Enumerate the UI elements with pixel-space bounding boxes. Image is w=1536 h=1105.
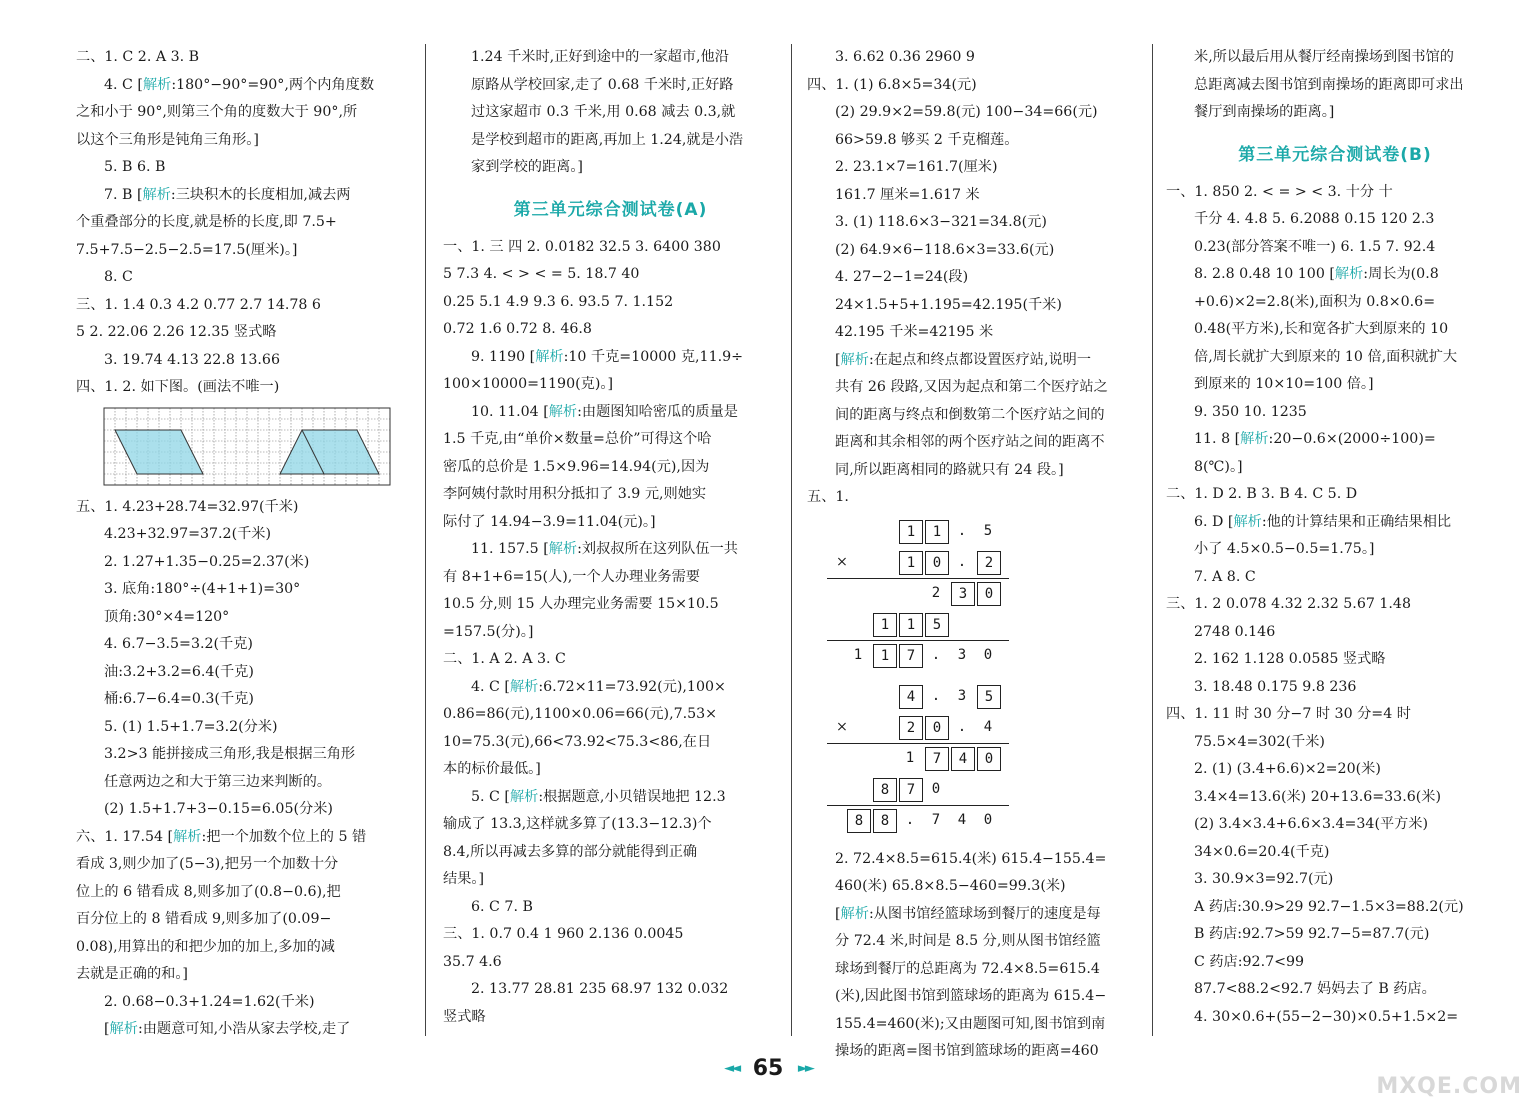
answer-line: 0.48(平方米),长和宽各扩大到原来的 10 [1194,321,1449,337]
answer-line: 161.7 厘米=1.617 米 [835,186,980,203]
answer-line: [解析:从图书馆经篮球场到餐厅的速度是每 [835,905,1101,922]
answer-line: 0.08),用算出的和把少加的加上,多加的减 [76,938,335,955]
vm-digit: . [957,718,967,735]
answer-line: 四、1. 2. 如下图。(画法不唯一) [76,379,280,395]
grid-figure [102,406,414,488]
answer-line: 6. C 7. B [471,898,533,915]
answer-line: 24×1.5+5+1.195=42.195(千米) [835,296,1062,313]
answer-line: 4. 27−2−1=24(段) [835,269,969,285]
answer-line: 155.4=460(米);又由题图可知,图书馆到南 [835,1015,1106,1032]
analysis-tag: 解析 [840,351,869,368]
vm-digit: 1 [853,646,863,663]
vm-digit: 2 [899,716,923,740]
answer-line: 3.2>3 能拼接成三角形,我是根据三角形 [104,746,356,762]
answer-line: 9. 350 10. 1235 [1194,403,1307,420]
answer-line: 输成了 13.3,这样就多算了(13.3−12.3)个 [443,816,712,832]
answer-line: 2. 162 1.128 0.0585 竖式略 [1194,651,1386,667]
answer-line: (2) 64.9×6−118.6×3=33.6(元) [835,241,1055,258]
answer-line: 87.7<88.2<92.7 妈妈去了 B 药店。 [1194,981,1436,997]
vm-row [827,805,1007,836]
answer-line: B 药店:92.7>59 92.7−5=87.7(元) [1194,926,1430,942]
parallelogram-shape [115,430,203,474]
answer-line: (米),因此图书馆到篮球场的距离为 615.4− [835,988,1107,1004]
answer-line: 2. (1) (3.4+6.6)×2=20(米) [1194,761,1381,777]
vm-digit: 0 [977,582,1001,606]
answer-line: 5 7.3 4. < > < = 5. 18.7 40 [443,266,640,282]
answer-line: (2) 29.9×2=59.8(元) 100−34=66(元) [835,104,1098,120]
answer-line: 66>59.8 够买 2 千克榴莲。 [835,131,1019,148]
answer-line: 有 8+1+6=15(人),一个人办理业务需要 [443,568,700,585]
answer-line: 460(米) 65.8×8.5−460=99.3(米) [835,878,1066,894]
answer-line: 3. 底角:180°÷(4+1+1)=30° [104,581,301,597]
vm-row [827,774,1007,805]
answer-line: A 药店:30.9>29 92.7−1.5×3=88.2(元) [1194,898,1464,915]
answer-line: 0.72 1.6 0.72 8. 46.8 [443,321,592,337]
analysis-tag: 解析 [1233,513,1262,530]
answer-line: 2748 0.146 [1194,623,1276,640]
answer-line: 李阿姨付款时用积分抵扣了 3.9 元,则她实 [443,486,707,502]
answer-line: 小了 4.5×0.5−0.5=1.75。] [1194,541,1375,557]
answer-line: 四、1. (1) 6.8×5=34(元) [807,76,977,93]
answer-line: 六、1. 17.54 [解析:把一个加数个位上的 5 错 [76,828,367,845]
analysis-tag: 解析 [109,1021,138,1037]
answer-line: 际付了 14.94−3.9=11.04(元)。] [443,513,656,530]
section-heading: 第三单元综合测试卷(B) [1238,145,1432,165]
answer-line: 42.195 千米=42195 米 [835,324,994,340]
answer-line: +0.6)×2=2.8(米),面积为 0.8×0.6= [1194,293,1436,310]
answer-line: (2) 3.4×3.4+6.6×3.4=34(平方米) [1194,816,1429,832]
column-divider [791,44,792,1036]
vm-row [827,681,1007,712]
answer-line: 一、1. 850 2. < = > < 3. 十分 十 [1166,183,1393,200]
answer-line: 2. 0.68−0.3+1.24=1.62(千米) [104,993,315,1010]
analysis-tag: 解析 [173,828,202,845]
vm-digit: 0 [931,780,941,797]
watermark: MXQE.COM [1376,1074,1522,1099]
vm-digit: 0 [925,716,949,740]
vm-digit: 1 [925,520,949,544]
answer-line: 米,所以最后用从餐厅经南操场到图书馆的 [1194,49,1454,65]
vertical-multiplication [827,681,1007,836]
answer-line: 3. 30.9×3=92.7(元) [1194,871,1334,887]
vm-digit: 2 [977,551,1001,575]
answer-line: 位上的 6 错看成 8,则多加了(0.8−0.6),把 [76,883,341,900]
answer-line: (2) 1.5+1.7+3−0.15=6.05(分米) [104,801,333,817]
vm-digit: 1 [905,749,915,766]
vm-digit: . [905,811,915,828]
answer-line: 二、1. A 2. A 3. C [443,651,566,667]
answer-line: 5. (1) 1.5+1.7=3.2(分米) [104,718,278,735]
answer-line: 3. (1) 118.6×3−321=34.8(元) [835,214,1047,230]
analysis-tag: 解析 [535,348,564,365]
answer-line: 竖式略 [443,1008,486,1025]
page-footer [0,1056,1536,1081]
vm-digit: 3 [951,582,975,606]
answer-line: 7.5+7.5−2.5−2.5=17.5(厘米)。] [76,241,298,258]
answer-line: 2. 23.1×7=161.7(厘米) [835,159,998,175]
vm-row [827,609,1007,640]
answer-line: 8.4,所以再减去多算的部分就能得到正确 [443,843,698,860]
answer-line: 34×0.6=20.4(千克) [1194,843,1330,860]
vm-digit: 4 [957,811,967,828]
answer-line: 看成 3,则少加了(5−3),把另一个加数十分 [76,856,339,872]
answer-line: 三、1. 0.7 0.4 1 960 2.136 0.0045 [443,926,684,942]
vm-digit: 1 [899,613,923,637]
answer-line: 10=75.3(元),66<73.92<75.3<86,在日 [443,733,712,750]
answer-line: 四、1. 11 时 30 分−7 时 30 分=4 时 [1166,706,1411,722]
vm-digit: 5 [925,613,949,637]
answer-line: 5. B 6. B [104,159,166,175]
vm-digit: . [957,553,967,570]
column-divider [425,44,426,1036]
answer-line: 是学校到超市的距离,再加上 1.24,就是小浩 [471,131,744,148]
answer-column-2 [443,44,778,1049]
vertical-multiplication [827,516,1007,671]
answer-line: 操场的距离=图书馆到篮球场的距离=460 [835,1043,1099,1059]
answer-line: 一、1. 三 四 2. 0.0182 32.5 3. 6400 380 [443,238,721,255]
analysis-tag: 解析 [548,541,578,557]
answer-line: 共有 26 段路,又因为起点和第二个医疗站之 [835,379,1108,395]
answer-line: 8(℃)。] [1194,458,1243,475]
answer-line: 结果。] [443,871,484,887]
answer-line: [解析:由题意可知,小浩从家去学校,走了 [104,1021,351,1037]
answer-line: 餐厅到南操场的距离。] [1194,104,1335,120]
answer-line: 0.23(部分答案不唯一) 6. 1.5 7. 92.4 [1194,238,1436,255]
answer-line: 8. C [104,269,133,285]
analysis-tag: 解析 [548,403,578,420]
vm-digit: 7 [925,747,949,771]
answer-line: 10. 11.04 [解析:由题图知哈密瓜的质量是 [471,403,738,420]
prev-arrows-icon: ◄◄ [724,1061,739,1076]
answer-line: 原路从学校回家,走了 0.68 千米时,正好路 [471,76,734,93]
answer-line: 11. 157.5 [解析:刘叔叔所在这列队伍一共 [471,541,738,557]
answer-column-4 [1166,44,1504,1049]
answer-line: 7. B [解析:三块积木的长度相加,减去两 [104,186,351,203]
answer-line: 三、1. 2 0.078 4.32 2.32 5.67 1.48 [1166,596,1411,612]
answer-line: 以这个三角形是钝角三角形。] [76,131,259,148]
answer-line: 100×10000=1190(克)。] [443,376,613,392]
answer-line: 3.4×4=13.6(米) 20+13.6=33.6(米) [1194,788,1441,805]
answer-line: 去就是正确的和。] [76,966,188,982]
analysis-tag: 解析 [509,788,539,805]
answer-line: 到原来的 10×10=100 倍。] [1194,376,1374,392]
column-divider [1152,44,1153,1036]
analysis-tag: 解析 [509,678,539,695]
answer-column-1 [76,44,414,1049]
answer-line: 之和小于 90°,则第三个角的度数大于 90°,所 [76,104,358,120]
answer-line: 1.24 千米时,正好到途中的一家超市,他沿 [471,49,729,65]
answer-line: 个重叠部分的长度,就是桥的长度,即 7.5+ [76,214,337,230]
answer-line: 五、1. [807,489,849,505]
vm-digit: 3 [957,646,967,663]
answer-line: 8. 2.8 0.48 10 100 [解析:周长为(0.8 [1194,266,1439,282]
answer-line: 2. 13.77 28.81 235 68.97 132 0.032 [471,981,729,997]
answer-line: 10.5 分,则 15 人办理完业务需要 15×10.5 [443,596,719,612]
vm-digit: 0 [983,646,993,663]
next-arrows-icon: ►► [797,1061,812,1076]
vm-digit: 1 [899,551,923,575]
answer-line: 1.5 千克,由“单价×数量=总价”可得这个哈 [443,431,712,447]
answer-line: 75.5×4=302(千米) [1194,733,1325,750]
vm-digit: 8 [847,809,871,833]
vm-digit: . [931,646,941,663]
answer-line: 顶角:30°×4=120° [104,608,230,625]
answer-line: 4. C [解析:180°−90°=90°,两个内角度数 [104,76,375,93]
answer-line: 过这家超市 0.3 千米,用 0.68 减去 0.3,就 [471,104,736,120]
answer-line: 6. D [解析:他的计算结果和正确结果相比 [1194,513,1452,530]
vm-digit: 5 [983,522,993,539]
answer-line: 4. 6.7−3.5=3.2(千克) [104,636,253,652]
answer-line: 油:3.2+3.2=6.4(千克) [104,663,254,680]
answer-line: 0.86=86(元),1100×0.06=66(元),7.53× [443,706,718,722]
answer-line: 4. 30×0.6+(55−2−30)×0.5+1.5×2= [1194,1008,1459,1025]
answer-line: 4. C [解析:6.72×11=73.92(元),100× [471,678,726,695]
answer-line: 2. 1.27+1.35−0.25=2.37(米) [104,553,310,570]
answer-line: 球场到餐厅的总距离为 72.4×8.5=615.4 [835,960,1100,977]
vm-digit: 8 [873,778,897,802]
answer-line: 4.23+32.97=37.2(千米) [104,526,272,542]
answer-line: 本的标价最低。] [443,761,541,777]
answer-line: 7. A 8. C [1194,568,1256,585]
vm-digit: 0 [977,747,1001,771]
vm-row [827,578,1007,609]
answer-line: 总距离减去图书馆到南操场的距离即可求出 [1194,76,1464,93]
trapezoid-shape [280,430,379,474]
answer-line: 同,所以距离相同的路就只有 24 段。] [835,461,1064,478]
answer-line: 三、1. 1.4 0.3 4.2 0.77 2.7 14.78 6 [76,296,321,313]
analysis-tag: 解析 [142,186,171,203]
multiply-sign: × [836,553,848,570]
vm-row [827,712,1007,743]
vm-digit: 2 [931,584,941,601]
vm-row [827,547,1007,578]
answer-line: 35.7 4.6 [443,953,502,970]
answer-line: 间的距离与终点和倒数第二个医疗站之间的 [835,406,1105,423]
analysis-tag: 解析 [1240,431,1269,447]
answer-line: 3. 18.48 0.175 9.8 236 [1194,678,1357,695]
vm-digit: 1 [899,520,923,544]
vm-digit: 1 [873,613,897,637]
vm-row [827,516,1007,547]
vm-digit: 1 [873,644,897,668]
answer-line: 二、1. D 2. B 3. B 4. C 5. D [1166,486,1358,502]
page-number: 65 [752,1056,784,1081]
vm-digit: 7 [899,644,923,668]
answer-line: [解析:在起点和终点都设置医疗站,说明一 [835,351,1092,368]
vm-digit: 3 [957,687,967,704]
section-heading: 第三单元综合测试卷(A) [513,200,708,220]
vm-digit: 5 [977,685,1001,709]
grid-figure-svg [102,406,392,486]
vm-digit: . [931,687,941,704]
answer-line: 千分 4. 4.8 5. 6.2088 0.15 120 2.3 [1194,211,1435,227]
answer-line: 桶:6.7−6.4=0.3(千克) [104,691,254,707]
answer-line: 距离和其余相邻的两个医疗站之间的距离不 [835,434,1105,450]
vm-digit: 4 [983,718,993,735]
vm-digit: 0 [983,811,993,828]
answer-line: 9. 1190 [解析:10 千克=10000 克,11.9÷ [471,348,744,365]
vm-digit: 7 [899,778,923,802]
answer-line: 5 2. 22.06 2.26 12.35 竖式略 [76,324,277,340]
answer-line: 分 72.4 米,时间是 8.5 分,则从图书馆经篮 [835,933,1101,949]
analysis-tag: 解析 [1334,266,1364,282]
multiply-sign: × [836,718,848,735]
vm-digit: 8 [873,809,897,833]
answer-column-3 [807,44,1142,1059]
answer-line: 密瓜的总价是 1.5×9.96=14.94(元),因为 [443,458,710,475]
answer-line: 五、1. 4.23+28.74=32.97(千米) [76,498,299,515]
answer-line: 5. C [解析:根据题意,小贝错误地把 12.3 [471,788,726,805]
analysis-tag: 解析 [840,905,869,922]
vm-row [827,640,1007,671]
answer-line: 3. 19.74 4.13 22.8 13.66 [104,351,280,368]
answer-line: 3. 6.62 0.36 2960 9 [835,49,975,65]
answer-line: 11. 8 [解析:20−0.6×(2000÷100)= [1194,431,1436,447]
answer-line: 倍,周长就扩大到原来的 10 倍,面积就扩大 [1194,348,1458,365]
answer-line: =157.5(分)。] [443,623,534,640]
analysis-tag: 解析 [142,76,172,93]
answer-line: C 药店:92.7<99 [1194,953,1305,970]
vm-row [827,743,1007,774]
answer-line: 2. 72.4×8.5=615.4(米) 615.4−155.4= [835,850,1107,867]
answer-line: 二、1. C 2. A 3. B [76,49,200,65]
answer-line: 0.25 5.1 4.9 9.3 6. 93.5 7. 1.152 [443,293,674,310]
vm-digit: 4 [951,747,975,771]
vm-digit: . [957,522,967,539]
answer-line: 任意两边之和大于第三边来判断的。 [104,773,332,790]
vm-digit: 7 [931,811,941,828]
answer-line: 百分位上的 8 错看成 9,则多加了(0.09− [76,911,332,927]
answer-line: 家到学校的距离。] [471,159,583,175]
vm-digit: 4 [899,685,923,709]
vm-digit: 0 [925,551,949,575]
